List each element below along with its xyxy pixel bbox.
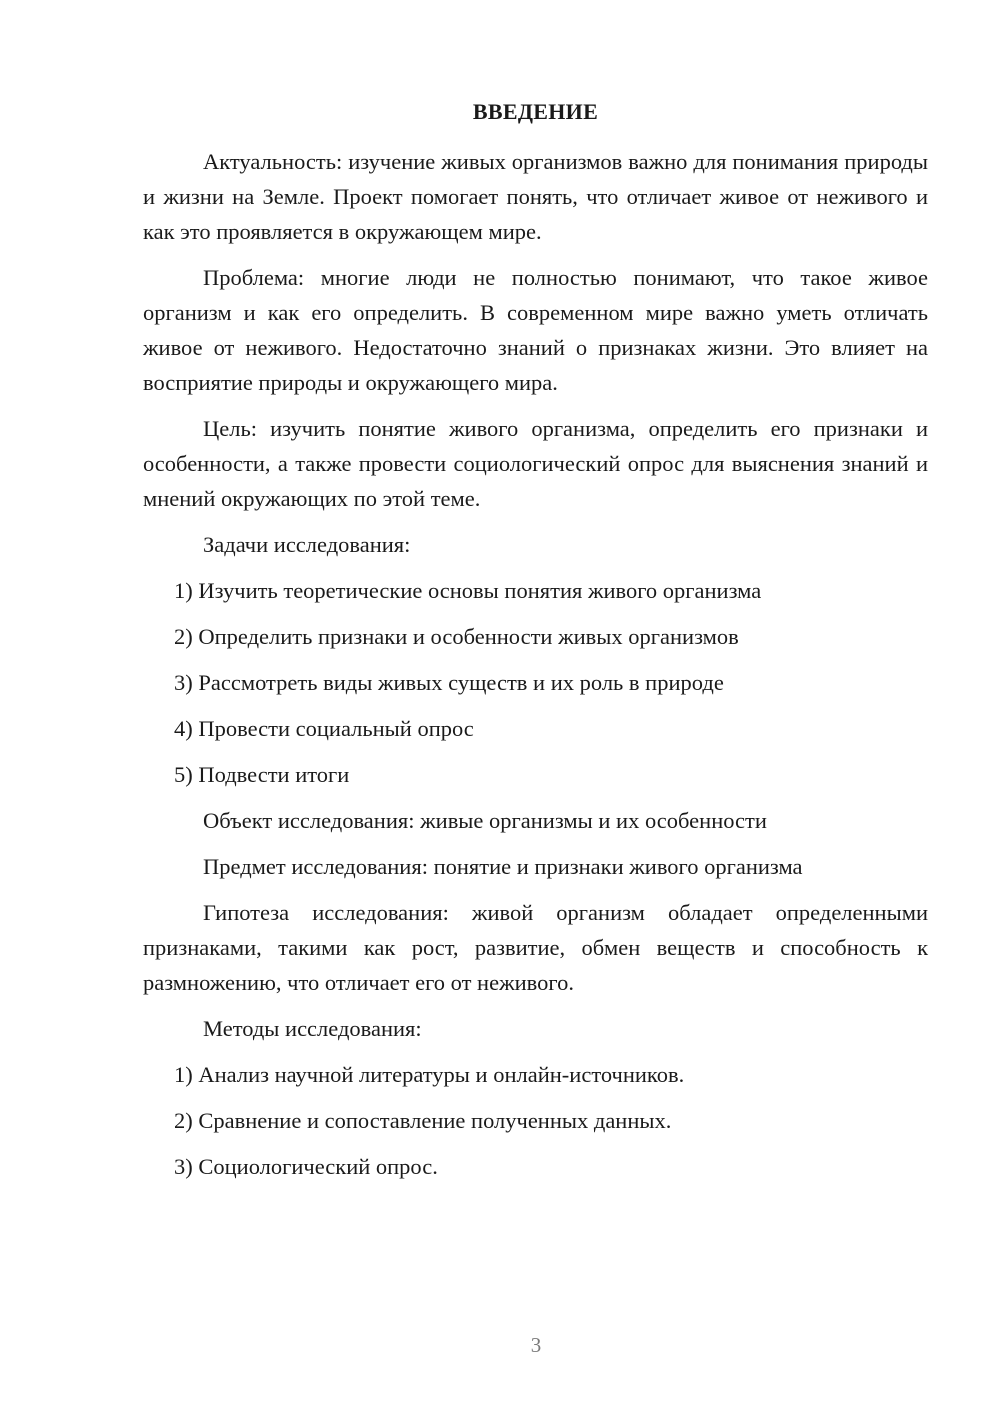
section-title: ВВЕДЕНИЕ <box>472 99 599 124</box>
method-item: 2) Сравнение и сопоставление полученных данных. <box>174 1108 672 1133</box>
problem-paragraph: Проблема: многие люди не полностью понимают, что такое живое организм и как его определить. В современном мире важно уметь отличать живое от неживого. Недостаточно знаний о признаках жизни. Это влияет на восприятие природы и окружающего мира. <box>143 265 928 395</box>
method-item: 1) Анализ научной литературы и онлайн-источников. <box>174 1062 685 1087</box>
hypothesis-paragraph: Гипотеза исследования: живой организм обладает определенными признаками, такими как рост, развитие, обмен веществ и способность к размножению, что отличает его от неживого. <box>143 900 928 995</box>
task-item: 1) Изучить теоретические основы понятия живого организма <box>174 578 762 603</box>
goal-paragraph: Цель: изучить понятие живого организма, определить его признаки и особенности, а также провести социологический опрос для выяснения знаний и мнений окружающих по этой теме. <box>143 416 928 511</box>
document-page <box>143 94 928 1195</box>
research-object: Объект исследования: живые организмы и их особенности <box>203 808 767 833</box>
research-subject: Предмет исследования: понятие и признаки живого организма <box>203 854 803 879</box>
task-item: 3) Рассмотреть виды живых существ и их роль в природе <box>174 670 724 695</box>
methods-heading: Методы исследования: <box>203 1016 422 1041</box>
relevance-paragraph: Актуальность: изучение живых организмов важно для понимания природы и жизни на Земле. Проект помогает понять, что отличает живое от неживого и как это проявляется в окружающем мире. <box>143 149 928 244</box>
page-number: 3 <box>530 1333 542 1357</box>
task-item: 4) Провести социальный опрос <box>174 716 474 741</box>
task-item: 5) Подвести итоги <box>174 762 350 787</box>
method-item: 3) Социологический опрос. <box>174 1154 438 1179</box>
task-item: 2) Определить признаки и особенности живых организмов <box>174 624 739 649</box>
tasks-heading: Задачи исследования: <box>203 532 411 557</box>
